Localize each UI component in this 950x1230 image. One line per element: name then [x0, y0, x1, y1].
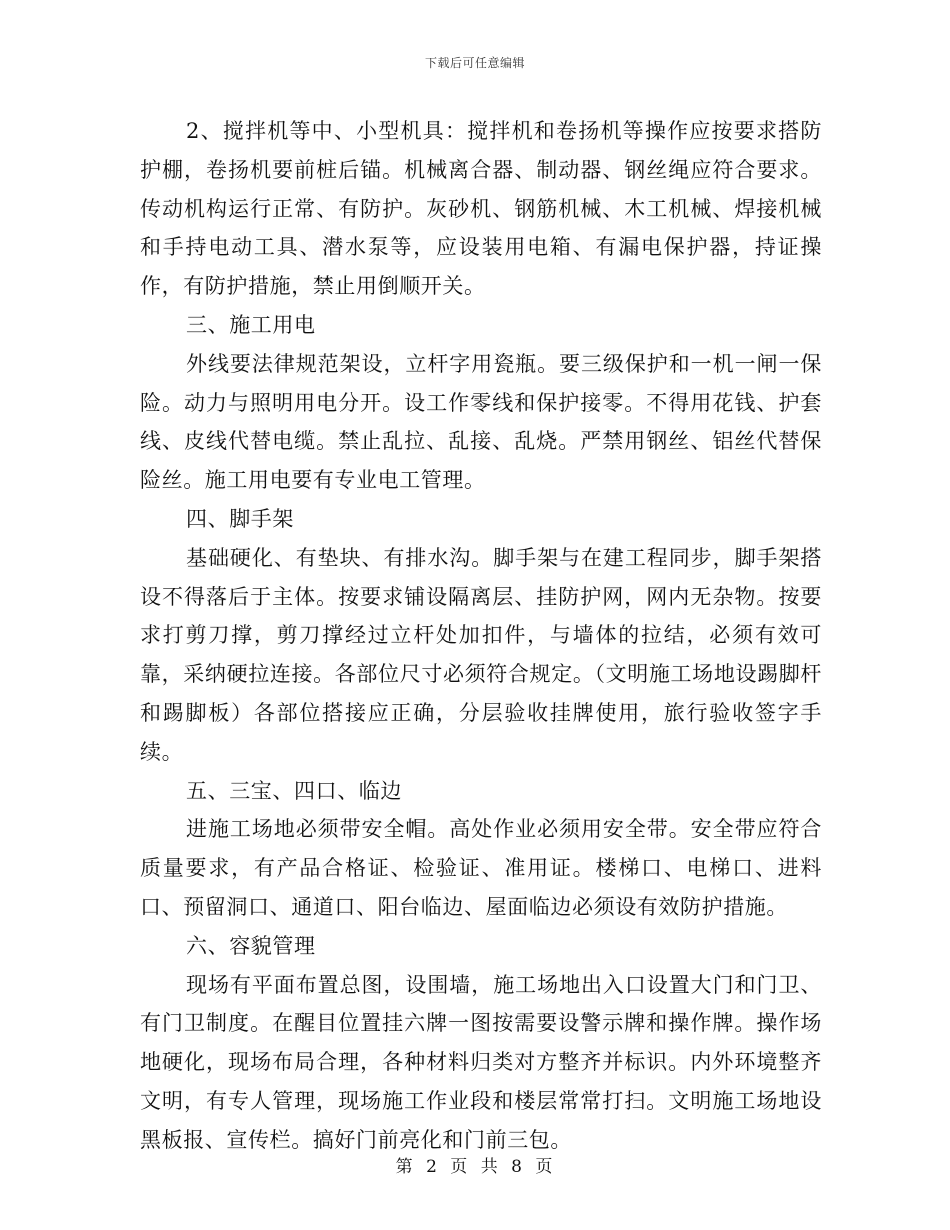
footer-total-pages: 8: [511, 1157, 524, 1177]
footer-page-number: 2: [426, 1157, 439, 1177]
footer-suffix: 页: [535, 1157, 555, 1177]
paragraph-safety: 进施工场地必须带安全帽。高处作业必须用安全带。安全带应符合质量要求，有产品合格证、检验证、准用证。楼梯口、电梯口、进料口、预留洞口、通道口、阳台临边、屋面临边必须设有效防护措施。: [140, 817, 822, 919]
section-heading-electricity: 三、施工用电: [186, 312, 316, 337]
section-heading-scaffolding: 四、脚手架: [186, 506, 294, 531]
section-heading-appearance: 六、容貌管理: [186, 933, 316, 958]
document-body: [140, 112, 822, 1160]
paragraph-scaffolding: 基础硬化、有垫块、有排水沟。脚手架与在建工程同步，脚手架搭设不得落后于主体。按要求铺设隔离层、挂防护网，网内无杂物。按要求打剪刀撑，剪刀撑经过立杆处加扣件，与墙体的拉结，必须有效可靠，采纳硬拉连接。各部位尺寸必须符合规定。（文明施工场地设踢脚杆和踢脚板）各部位搭接应正确，分层验收挂牌使用，旅行验收签字手续。: [140, 545, 822, 764]
footer-prefix: 第: [395, 1157, 415, 1177]
section-heading-safety: 五、三宝、四口、临边: [186, 778, 402, 803]
page-footer: [0, 1152, 950, 1177]
paragraph-electricity: 外线要法律规范架设，立杆字用瓷瓶。要三级保护和一机一闸一保险。动力与照明用电分开。设工作零线和保护接零。不得用花钱、护套线、皮线代替电缆。禁止乱拉、乱接、乱烧。严禁用钢丝、铝丝代替保险丝。施工用电要有专业电工管理。: [140, 351, 822, 493]
page-header: 下载后可任意编辑: [424, 56, 525, 70]
paragraph-mixer-machinery: 2、搅拌机等中、小型机具：搅拌机和卷扬机等操作应按要求搭防护棚，卷扬机要前桩后锚。机械离合器、制动器、钢丝绳应符合要求。传动机构运行正常、有防护。灰砂机、钢筋机械、木工机械、焊接机械和手持电动工具、潜水泵等，应设装用电箱、有漏电保护器，持证操作，有防护措施，禁止用倒顺开关。: [140, 119, 822, 299]
footer-page-word: 页: [450, 1157, 470, 1177]
footer-total-word: 共: [480, 1157, 500, 1177]
paragraph-appearance: 现场有平面布置总图，设围墙，施工场地出入口设置大门和门卫、有门卫制度。在醒目位置挂六牌一图按需要设警示牌和操作牌。操作场地硬化，现场布局合理，各种材料归类对方整齐并标识。内外环境整齐文明，有专人管理，现场施工作业段和楼层常常打扫。文明施工场地设黑板报、宣传栏。搞好门前亮化和门前三包。: [140, 972, 822, 1152]
